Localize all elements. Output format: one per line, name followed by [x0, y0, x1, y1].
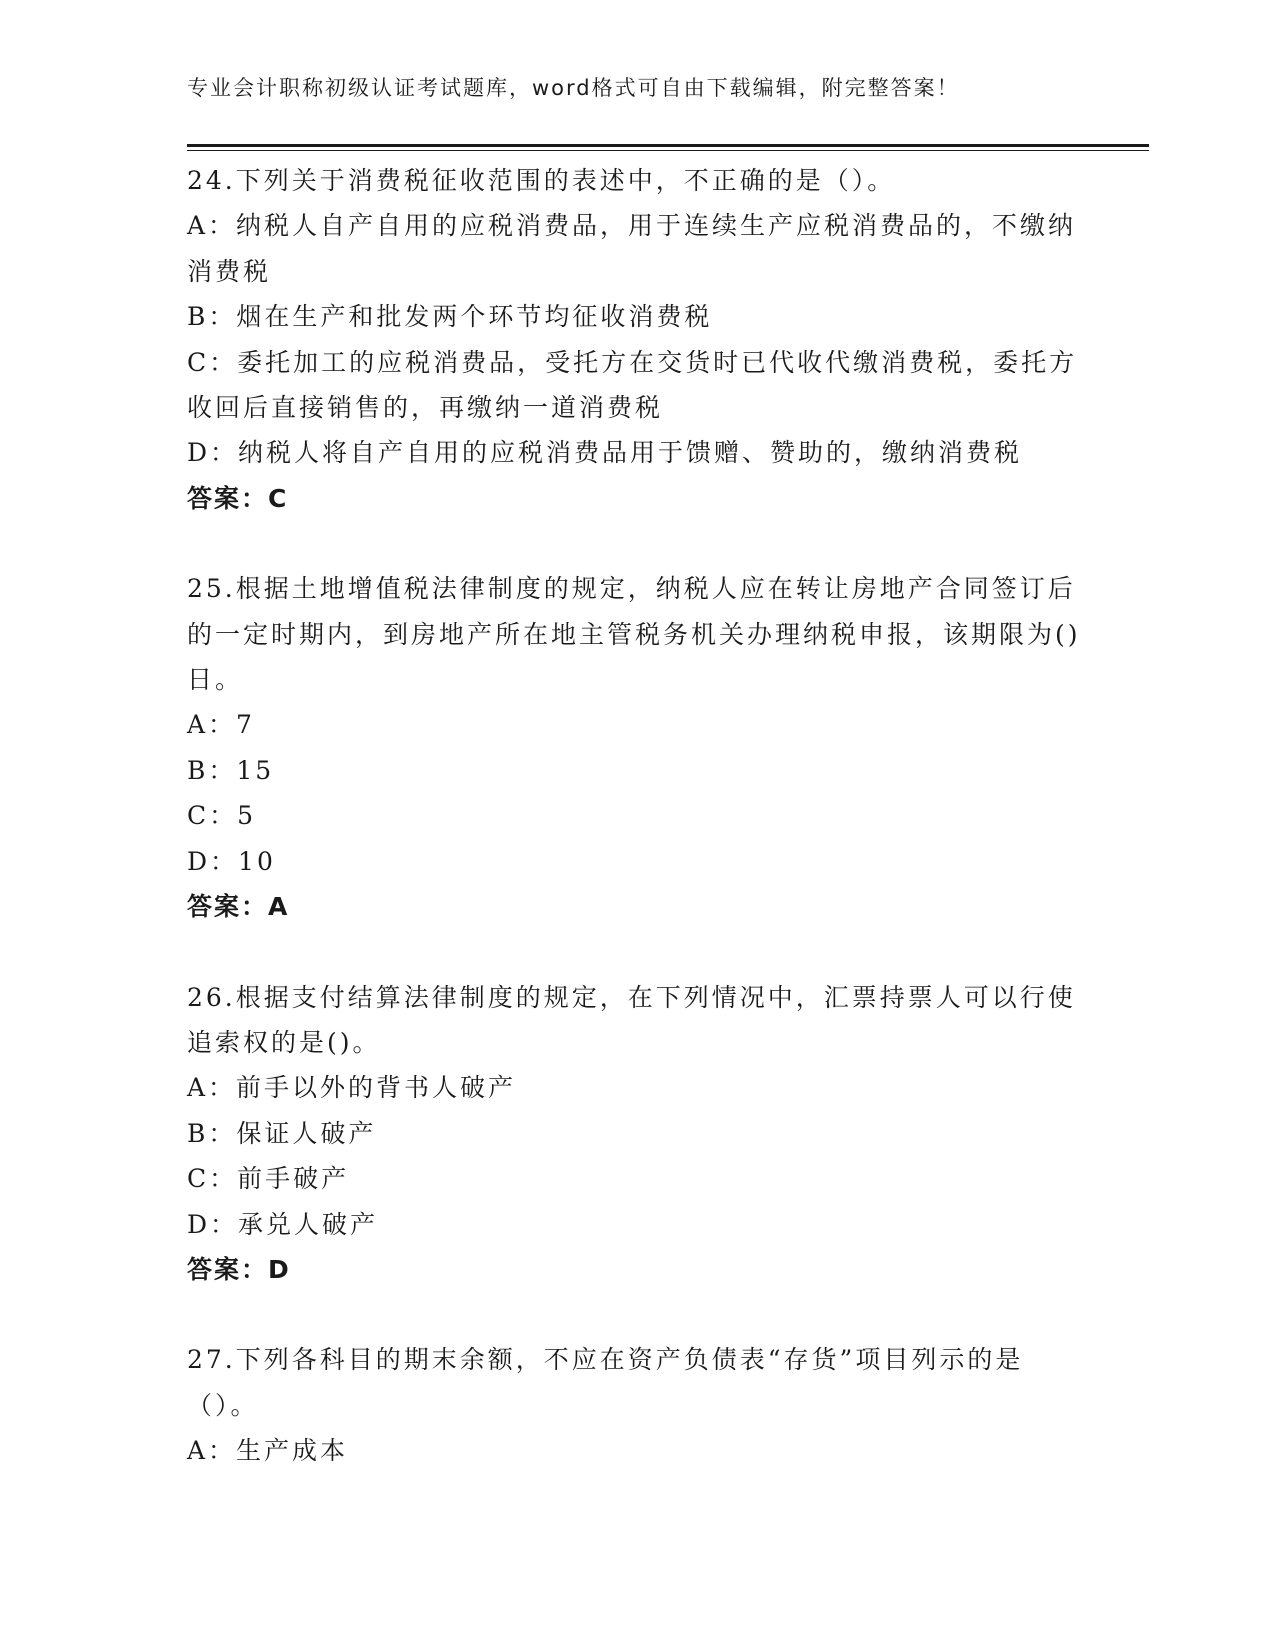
- option-c: C：前手破产: [187, 1164, 350, 1194]
- option-a: A：7: [187, 710, 255, 740]
- page-header: 专业会计职称初级认证考试题库，word格式可自由下载编辑，附完整答案！: [187, 76, 960, 100]
- option-c: C：委托加工的应税消费品，受托方在交货时已代收代缴消费税，委托方收回后直接销售的，再缴纳一道消费税: [187, 347, 1078, 423]
- option-a: A：前手以外的背书人破产: [187, 1073, 517, 1103]
- option-a: A：纳税人自产自用的应税消费品，用于连续生产应税消费品的，不缴纳消费税: [187, 211, 1077, 286]
- option-b: B：15: [187, 755, 275, 785]
- option-b: B：烟在生产和批发两个环节均征收消费税: [187, 302, 713, 332]
- question-24: [187, 158, 1087, 521]
- question-stem: 26.根据支付结算法律制度的规定，在下列情况中，汇票持票人可以行使追索权的是()。: [187, 982, 1076, 1057]
- header-rule-thick: [187, 144, 1149, 147]
- option-d: D：10: [187, 846, 276, 876]
- header-rule-thin: [187, 150, 1149, 151]
- question-list: [187, 158, 1087, 1474]
- question-25: [187, 566, 1087, 929]
- option-d: D：纳税人将自产自用的应税消费品用于馈赠、赞助的，缴纳消费税: [187, 438, 1023, 468]
- option-b: B：保证人破产: [187, 1118, 377, 1148]
- question-27: [187, 1337, 1087, 1473]
- question-stem: 24.下列关于消费税征收范围的表述中，不正确的是（）。: [187, 166, 896, 195]
- answer: 答案：C: [187, 483, 289, 513]
- option-d: D：承兑人破产: [187, 1209, 379, 1239]
- answer: 答案：D: [187, 1254, 291, 1284]
- answer: 答案：A: [187, 892, 290, 922]
- question-stem: 25.根据土地增值税法律制度的规定，纳税人应在转让房地产合同签订后的一定时期内，到房地产所在地主管税务机关办理纳税申报，该期限为()日。: [187, 574, 1081, 695]
- question-stem: 27.下列各科目的期末余额，不应在资产负债表“存货”项目列示的是（）。: [187, 1345, 1024, 1420]
- question-26: [187, 975, 1087, 1293]
- option-a: A：生产成本: [187, 1436, 349, 1466]
- option-c: C：5: [187, 801, 257, 831]
